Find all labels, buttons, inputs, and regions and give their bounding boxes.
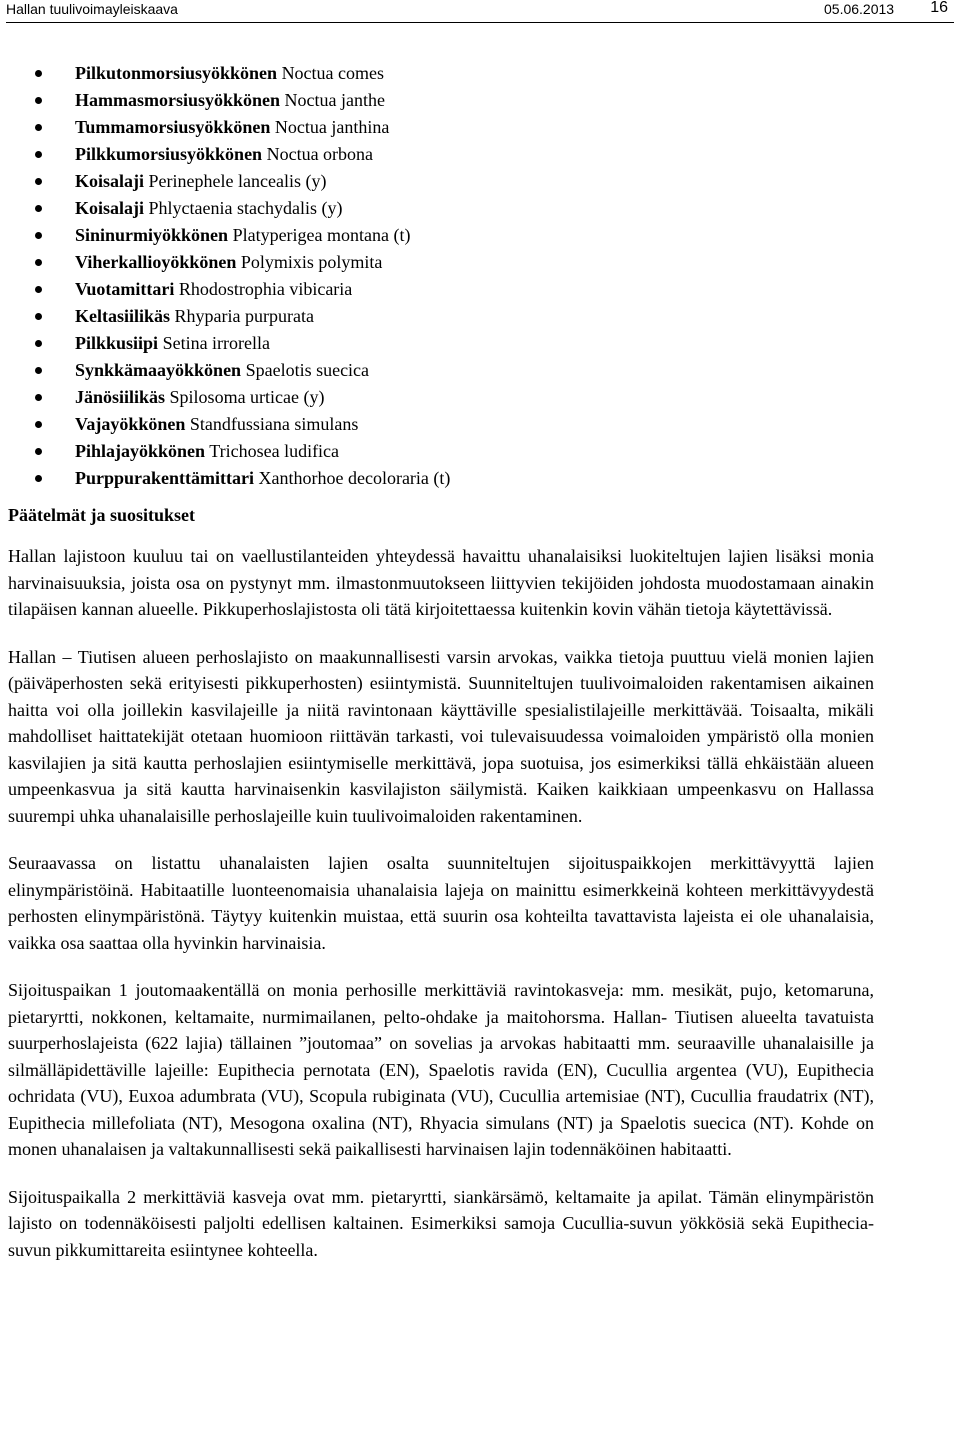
species-scientific-name: Noctua comes bbox=[281, 63, 385, 83]
species-scientific-name: Perinephele lancealis (y) bbox=[148, 171, 327, 191]
species-finnish-name: Vajayökkönen bbox=[75, 414, 186, 434]
species-scientific-name: Spaelotis suecica bbox=[245, 360, 370, 380]
bullet-icon bbox=[35, 394, 42, 401]
list-item bbox=[8, 249, 874, 276]
list-item bbox=[8, 465, 874, 492]
list-item bbox=[8, 168, 874, 195]
spacer bbox=[8, 623, 874, 644]
species-scientific-name: Xanthorhoe decoloraria (t) bbox=[258, 468, 451, 488]
paragraph-2: Hallan – Tiutisen alueen perhoslajisto on maakunnallisesti varsin arvokas, vaikka tietoja puuttuu vielä monien lajien (päiväperhosten sekä erityisesti pikkuperhosten) esiintymistä. Suunniteltujen tuulivoimaloiden rakentamisen aikainen haitta voi olla joillekin kasvilajeille ja niitä ravintonaan käyttäville spesialistilajeille merkittävää. Toisaalta, mikäli mahdolliset haittatekijät otetaan huomioon riittävän tarkasti, voi tulevaisuudessa voimaloiden ympäristö olla monien kasvilajien ja sitä kautta perhoslajien esiintymiselle merkittävä, jopa suotuisa, jos esimerkiksi tällä ehkäistään alueen umpeenkasvua ja sitä kautta harvinaisenkin kasvilajiston säilymistä. Kaiken kaikkiaan umpeenkasvu on Hallassa suurempi uhka uhanalaisille perhoslajeille kuin tuulivoimaloiden rakentaminen. bbox=[8, 646, 874, 826]
paragraph-3: Seuraavassa on listattu uhanalaisten lajien osalta suunniteltujen sijoituspaikkojen merkittävyyttä lajien elinympäristöinä. Habitaatille luonteenomaisia uhanalaisia lajeja on mainittu esimerkkeinä kohteen merkittävyydestä perhosten elinympäristönä. Täytyy kuitenkin muistaa, että suurin osa kohteilta tavattavista lajeista ei ole uhanalaisia, vaikka osa saattaa olla hyvinkin harvinaisia. bbox=[8, 853, 874, 953]
list-item bbox=[8, 411, 874, 438]
species-finnish-name: Viherkallioyökkönen bbox=[75, 252, 237, 272]
species-scientific-name: Trichosea ludifica bbox=[209, 441, 340, 461]
section-heading: Päätelmät ja suositukset bbox=[8, 505, 195, 525]
bullet-icon bbox=[35, 205, 42, 212]
bullet-icon bbox=[35, 448, 42, 455]
species-scientific-name: Noctua orbona bbox=[266, 144, 374, 164]
species-finnish-name: Koisalaji bbox=[75, 171, 145, 191]
species-scientific-name: Setina irrorella bbox=[162, 333, 271, 353]
species-scientific-name: Rhodostrophia vibicaria bbox=[178, 279, 353, 299]
species-scientific-name: Platyperigea montana (t) bbox=[232, 225, 411, 245]
species-finnish-name: Purppurakenttämittari bbox=[75, 468, 254, 488]
bullet-icon bbox=[35, 421, 42, 428]
species-finnish-name: Koisalaji bbox=[75, 198, 145, 218]
bullet-icon bbox=[35, 151, 42, 158]
bullet-icon bbox=[35, 232, 42, 239]
spacer bbox=[8, 956, 874, 977]
species-scientific-name: Standfussiana simulans bbox=[189, 414, 359, 434]
paragraph-4: Sijoituspaikan 1 joutomaakentällä on monia perhosille merkittäviä ravintokasveja: mm. mesikät, pujo, ketomaruna, pietaryrtti, nokkonen, keltamaite, nurmimailanen, pelto-ohdake ja maitohorsma. Hallan- Tiutisen alueelta tavatuista suurperhoslajeista (622 lajia) tällainen ”joutomaa” on sovelias ja arvokas habitaatti mm. seuraaville uhanalaisille ja silmälläpidettäville lajeille: Eupithecia pernotata (EN), Spaelotis ravida (EN), Cucullia argentea (VU), Eupithecia ochridata (VU), Euxoa adumbrata (VU), Scopula rubiginata (VU), Cucullia artemisiae (NT), Cucullia fraudatrix (NT), Eupithecia millefoliata (NT), Mesogona oxalina (NT), Rhyacia simulans (NT) ja Spaelotis suecica (NT). Kohde on monen uhanalaisen ja valtakunnallisesti sekä paikallisesti harvinaisen lajin todennäköinen habitaatti. bbox=[8, 980, 874, 1159]
list-item bbox=[8, 384, 874, 411]
bullet-icon bbox=[35, 178, 42, 185]
list-item bbox=[8, 303, 874, 330]
species-finnish-name: Synkkämaayökkönen bbox=[75, 360, 242, 380]
bullet-icon bbox=[35, 259, 42, 266]
species-list bbox=[8, 60, 874, 492]
species-finnish-name: Tummamorsiusyökkönen bbox=[75, 117, 271, 137]
spacer bbox=[8, 1163, 874, 1184]
bullet-icon bbox=[35, 313, 42, 320]
species-scientific-name: Polymixis polymita bbox=[240, 252, 383, 272]
bullet-icon bbox=[35, 367, 42, 374]
bullet-icon bbox=[35, 286, 42, 293]
list-item bbox=[8, 114, 874, 141]
species-finnish-name: Sininurmiyökkönen bbox=[75, 225, 229, 245]
list-item bbox=[8, 60, 874, 87]
species-finnish-name: Vuotamittari bbox=[75, 279, 175, 299]
list-item bbox=[8, 222, 874, 249]
species-scientific-name: Noctua janthe bbox=[284, 90, 385, 110]
list-item bbox=[8, 195, 874, 222]
bullet-icon bbox=[35, 97, 42, 104]
list-item bbox=[8, 87, 874, 114]
species-scientific-name: Rhyparia purpurata bbox=[174, 306, 314, 326]
page-header bbox=[6, 0, 954, 23]
spacer bbox=[8, 529, 874, 543]
species-finnish-name: Jänösiilikäs bbox=[75, 387, 166, 407]
document-body bbox=[8, 60, 874, 1263]
species-finnish-name: Keltasiilikäs bbox=[75, 306, 171, 326]
list-item bbox=[8, 330, 874, 357]
list-item bbox=[8, 141, 874, 168]
page-number: 16 bbox=[930, 0, 948, 16]
species-finnish-name: Pilkutonmorsiusyökkönen bbox=[75, 63, 278, 83]
species-finnish-name: Pilkkusiipi bbox=[75, 333, 159, 353]
list-item bbox=[8, 357, 874, 384]
bullet-icon bbox=[35, 124, 42, 131]
species-finnish-name: Hammasmorsiusyökkönen bbox=[75, 90, 281, 110]
document-title: Hallan tuulivoimayleiskaava bbox=[6, 1, 178, 17]
species-scientific-name: Phlyctaenia stachydalis (y) bbox=[148, 198, 343, 218]
bullet-icon bbox=[35, 70, 42, 77]
document-date: 05.06.2013 bbox=[824, 1, 895, 17]
paragraph-1: Hallan lajistoon kuuluu tai on vaellustilanteiden yhteydessä havaittu uhanalaisiksi luokiteltujen lajien lisäksi monia harvinaisuuksia, joista osa on pystynyt mm. ilmastonmuutokseen liittyvien tekijöiden johdosta muodostamaan ainakin tilapäisen kannan alueelle. Pikkuperhoslajistosta oli tätä kirjoitettaessa kuitenkin kovin vähän tietoja käytettävissä. bbox=[8, 546, 874, 619]
species-scientific-name: Spilosoma urticae (y) bbox=[169, 387, 325, 407]
species-finnish-name: Pilkkumorsiusyökkönen bbox=[75, 144, 263, 164]
paragraph-5: Sijoituspaikalla 2 merkittäviä kasveja ovat mm. pietaryrtti, siankärsämö, keltamaite ja apilat. Tämän elinympäristön lajisto on todennäköisesti paljolti edellisen kaltainen. Esimerkiksi samoja Cucullia-suvun yökkösiä sekä Eupithecia- suvun pikkumittareita esiintynee kohteella. bbox=[8, 1186, 874, 1260]
species-finnish-name: Pihlajayökkönen bbox=[75, 441, 206, 461]
spacer bbox=[8, 829, 874, 850]
bullet-icon bbox=[35, 475, 42, 482]
list-item bbox=[8, 438, 874, 465]
species-scientific-name: Noctua janthina bbox=[274, 117, 390, 137]
list-item bbox=[8, 276, 874, 303]
bullet-icon bbox=[35, 340, 42, 347]
